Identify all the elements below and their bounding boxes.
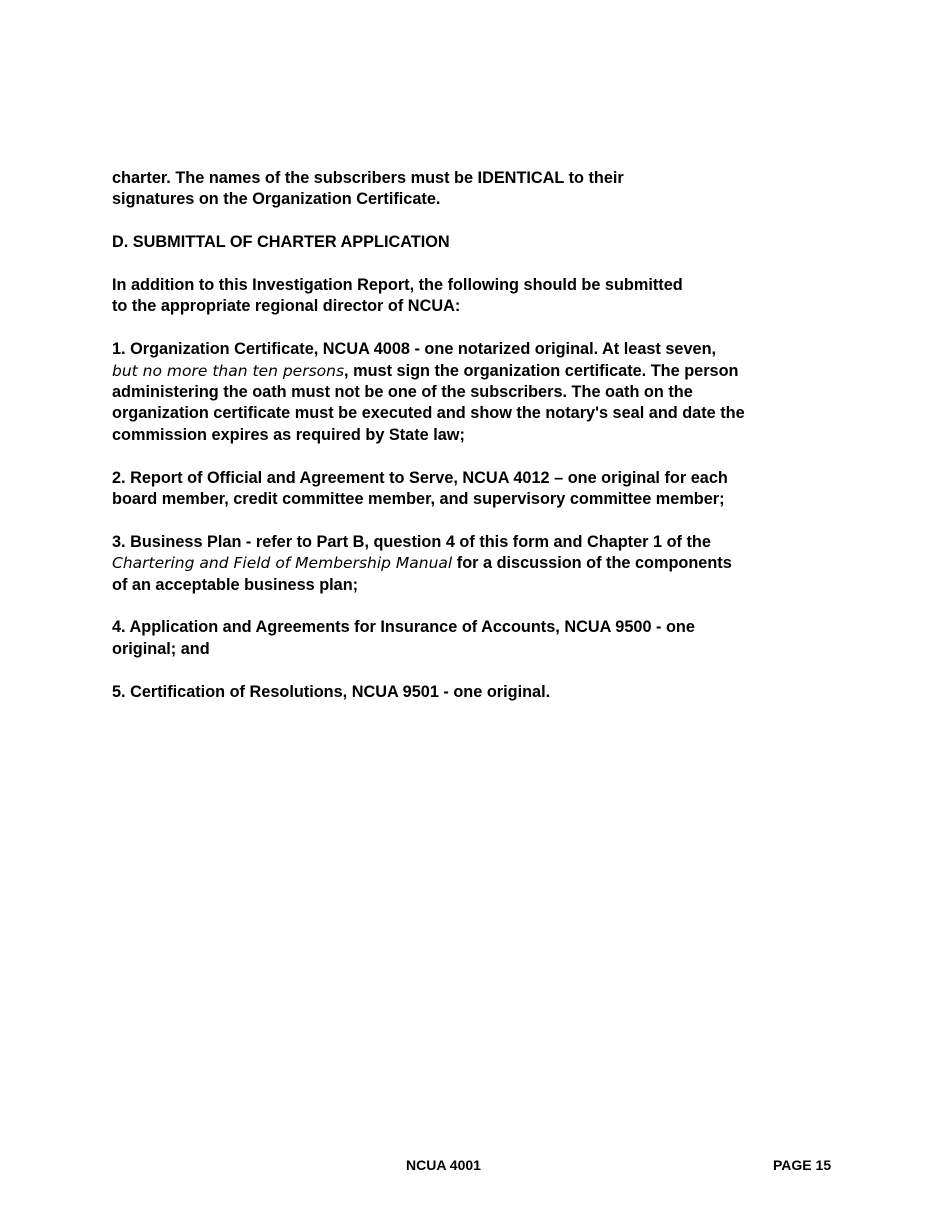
item-line: organization certificate must be executed and show the notary's seal and date the bbox=[112, 404, 745, 423]
item-line: of an acceptable business plan; bbox=[112, 575, 359, 594]
intro-line: signatures on the Organization Certificate. bbox=[112, 190, 441, 209]
item-line: original; and bbox=[112, 639, 210, 658]
submission-intro-paragraph bbox=[112, 275, 852, 318]
list-item-organization-certificate bbox=[112, 339, 852, 446]
footer-page-number: PAGE 15 bbox=[773, 1157, 832, 1173]
item-line: board member, credit committee member, and supervisory committee member; bbox=[112, 490, 725, 509]
item-line: 3. Business Plan - refer to Part B, question 4 of this form and Chapter 1 of the bbox=[112, 532, 711, 551]
item-line: commission expires as required by State law; bbox=[112, 425, 465, 444]
intro-line: charter. The names of the subscribers must be IDENTICAL to their bbox=[112, 169, 624, 187]
item-line bbox=[112, 361, 852, 382]
item-line: 5. Certification of Resolutions, NCUA 9501 - one original. bbox=[112, 682, 551, 701]
document-body bbox=[112, 168, 852, 724]
item-line: 1. Organization Certificate, NCUA 4008 - one notarized original. At least seven, bbox=[112, 340, 717, 359]
item-line: administering the oath must not be one of the subscribers. The oath on the bbox=[112, 383, 693, 402]
section-heading: D. SUBMITTAL OF CHARTER APPLICATION bbox=[112, 233, 450, 252]
item-emphasis: but no more than ten persons bbox=[112, 361, 345, 380]
item-line bbox=[112, 553, 852, 574]
list-item-report-of-official bbox=[112, 468, 852, 511]
list-item-business-plan bbox=[112, 532, 852, 596]
submission-intro-line: to the appropriate regional director of NCUA: bbox=[112, 297, 461, 316]
item-line-rest: for a discussion of the components bbox=[452, 554, 732, 573]
list-item-certification-of-resolutions bbox=[112, 682, 852, 703]
footer-form-number: NCUA 4001 bbox=[406, 1157, 481, 1173]
list-item-insurance-application bbox=[112, 617, 852, 660]
submission-intro-line: In addition to this Investigation Report, the following should be submitted bbox=[112, 276, 683, 294]
manual-title: Chartering and Field of Membership Manual bbox=[112, 554, 453, 573]
intro-paragraph bbox=[112, 168, 852, 211]
item-line-rest: , must sign the organization certificate. The person bbox=[344, 361, 739, 380]
item-line: 2. Report of Official and Agreement to Serve, NCUA 4012 – one original for each bbox=[112, 468, 728, 487]
item-line: 4. Application and Agreements for Insurance of Accounts, NCUA 9500 - one bbox=[112, 618, 695, 637]
